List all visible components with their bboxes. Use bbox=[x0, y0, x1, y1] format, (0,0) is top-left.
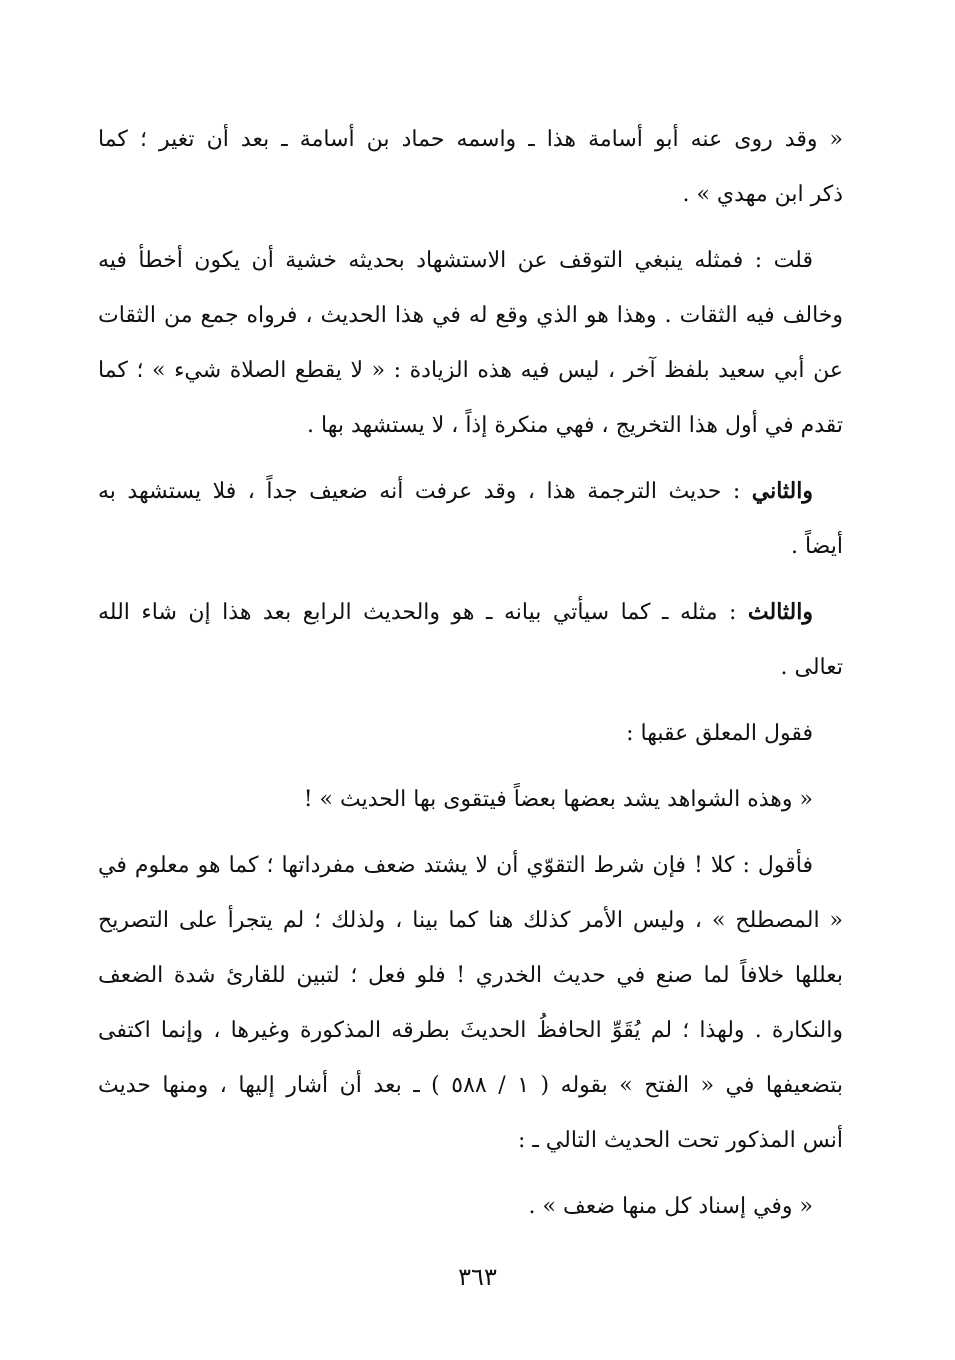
paragraph-lead: والثاني bbox=[751, 478, 813, 504]
text-line: « وقد روى عنه أبو أسامة هذا ـ واسمه حماد بن أسامة ـ بعد أن تغير ؛ كما bbox=[98, 127, 844, 152]
text-line: أنس المذكور تحت الحديث التالي ـ : bbox=[517, 1128, 843, 1153]
text-line-rest: : مثله ـ كما سيأتي بيانه ـ هو والحديث الرابع بعد هذا إن شاء الله bbox=[98, 600, 748, 625]
paragraph-quote-abu-usama bbox=[98, 112, 843, 222]
text-line bbox=[98, 464, 843, 519]
text-line: بتضعيفها في « الفتح » بقوله ( ١ / ٥٨٨ ) ـ بعد أن أشار إليها ، ومنها حديث bbox=[98, 1073, 843, 1098]
text-line: فأقول : كلا ! فإن شرط التقوّي أن لا يشتد ضعف مفرداتها ؛ كما هو معلوم في bbox=[98, 853, 813, 878]
paragraph-qultu bbox=[98, 233, 843, 453]
text-line: وخالف فيه الثقات . وهذا هو الذي وقع له في هذا الحديث ، فرواه جمع من الثقات bbox=[98, 303, 843, 328]
text-line: « المصطلح » ، وليس الأمر كذلك هنا كما بينا ، ولذلك ؛ لم يتجرأ على التصريح bbox=[98, 908, 843, 933]
text-line: « وهذه الشواهد يشد بعضها بعضاً فيتقوى بها الحديث » ! bbox=[303, 787, 813, 812]
paragraph-second bbox=[98, 464, 843, 574]
text-line: ذكر ابن مهدي » . bbox=[682, 182, 843, 207]
paragraph-aqulu bbox=[98, 838, 843, 1168]
text-line: قلت : فمثله ينبغي التوقف عن الاستشهاد بحديثه خشية أن يكون أخطأ فيه bbox=[98, 248, 813, 273]
paragraph-shawahid-quote bbox=[98, 772, 843, 827]
text-line: تعالى . bbox=[780, 655, 843, 680]
text-line bbox=[98, 585, 843, 640]
text-line: بعللها خلافاً لما صنع في حديث الخدري ! فلو فعل ؛ لتبين للقارئ شدة الضعف bbox=[98, 963, 843, 988]
paragraph-third bbox=[98, 585, 843, 695]
text-line: أيضاً . bbox=[790, 534, 843, 559]
text-line-rest: : حديث الترجمة هذا ، وقد عرفت أنه ضعيف جداً ، فلا يستشهد به bbox=[98, 479, 752, 504]
paragraph-fath-quote bbox=[98, 1179, 843, 1234]
text-line: عن أبي سعيد بلفظ آخر ، ليس فيه هذه الزيادة : « لا يقطع الصلاة شيء » ؛ كما bbox=[98, 358, 843, 383]
text-line: تقدم في أول هذا التخريج ، فهي منكرة إذاً ، لا يستشهد بها . bbox=[307, 413, 843, 438]
page-body bbox=[98, 112, 843, 1234]
text-line: والنكارة . ولهذا ؛ لم يُقَوِّ الحافظُ الحديثَ بطرقه المذكورة وغيرها ، وإنما اكتفى bbox=[98, 1018, 843, 1043]
paragraph-muallaq bbox=[98, 706, 843, 761]
paragraph-lead: والثالث bbox=[747, 599, 813, 625]
text-line: « وفي إسناد كل منها ضعف » . bbox=[528, 1194, 813, 1219]
text-line: فقول المعلق عقبها : bbox=[626, 721, 813, 746]
page-number: ٣٦٣ bbox=[458, 1263, 497, 1291]
